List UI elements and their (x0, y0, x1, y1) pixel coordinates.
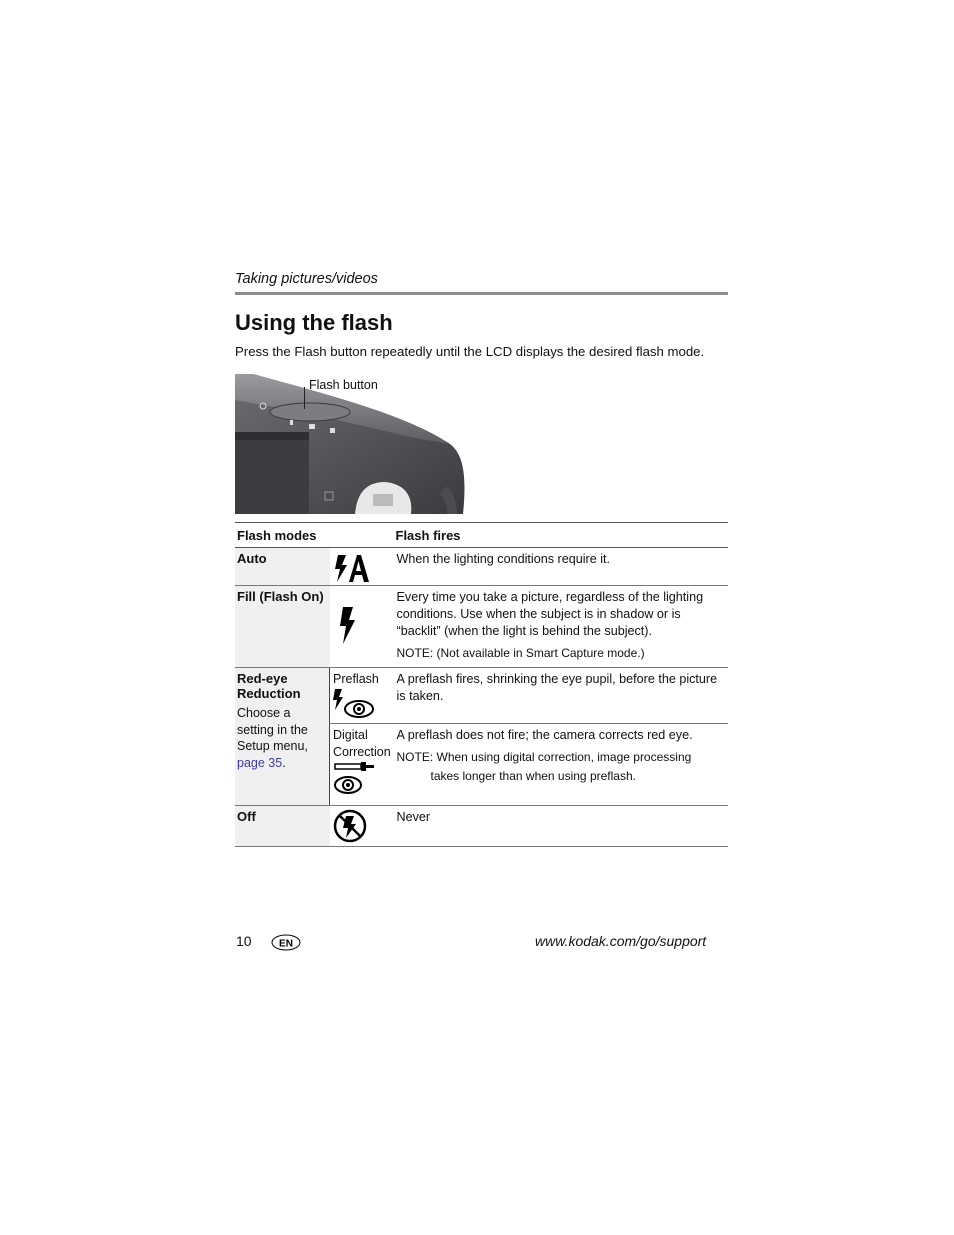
preflash-label: Preflash (333, 672, 379, 686)
support-url[interactable]: www.kodak.com/go/support (535, 933, 707, 949)
svg-text:EN: EN (279, 938, 293, 950)
page-title: Using the flash (235, 310, 393, 335)
flash-modes-table (235, 522, 728, 847)
callout-leader-line (304, 387, 305, 409)
language-badge (271, 934, 301, 951)
flash-auto-icon (333, 551, 377, 585)
fires-preflash: A preflash fires, shrinking the eye pupil, before the picture is taken. (394, 668, 729, 724)
header-flash-modes: Flash modes (235, 523, 394, 548)
page-35-link[interactable]: page 35 (237, 755, 283, 770)
header-rule (235, 292, 728, 295)
fill-note: NOTE: (Not available in Smart Capture mode.) (396, 646, 645, 660)
mode-auto: Auto (235, 548, 330, 586)
table-row (235, 548, 728, 586)
flash-fill-icon (335, 604, 365, 648)
flash-button-callout: Flash button (309, 378, 378, 392)
mode-fill: Fill (Flash On) (235, 586, 330, 668)
fires-auto: When the lighting conditions require it. (394, 548, 729, 586)
table-header-row (235, 523, 728, 548)
running-header: Taking pictures/videos (235, 271, 378, 287)
red-eye-preflash-icon (333, 688, 375, 718)
intro-paragraph: Press the Flash button repeatedly until the LCD displays the desired flash mode. (235, 344, 705, 359)
table-row (235, 668, 728, 724)
fires-fill: Every time you take a picture, regardless of the lighting conditions. Use when the subject is in shadow or is “backlit” (when the light is behind the subject). (396, 590, 704, 638)
header-flash-fires: Flash fires (394, 523, 729, 548)
table-row (235, 806, 728, 847)
flash-off-icon (333, 809, 369, 845)
digital-correction-note: NOTE: When using digital correction, image processing takes longer than when using preflash. (396, 750, 692, 783)
mode-red-eye: Red-eye Reduction (237, 671, 301, 701)
mode-off: Off (235, 806, 330, 847)
red-eye-digital-correction-icon (333, 761, 375, 797)
page-number: 10 (236, 933, 252, 949)
digital-correction-label: Digital Correction (333, 728, 391, 759)
red-eye-setting-note: Choose a setting in the Setup menu, page 35. (237, 706, 308, 770)
fires-off: Never (394, 806, 729, 847)
fires-digital-correction: A preflash does not fire; the camera corrects red eye. (396, 728, 693, 742)
table-row (235, 586, 728, 668)
camera-top-illustration (235, 374, 469, 514)
